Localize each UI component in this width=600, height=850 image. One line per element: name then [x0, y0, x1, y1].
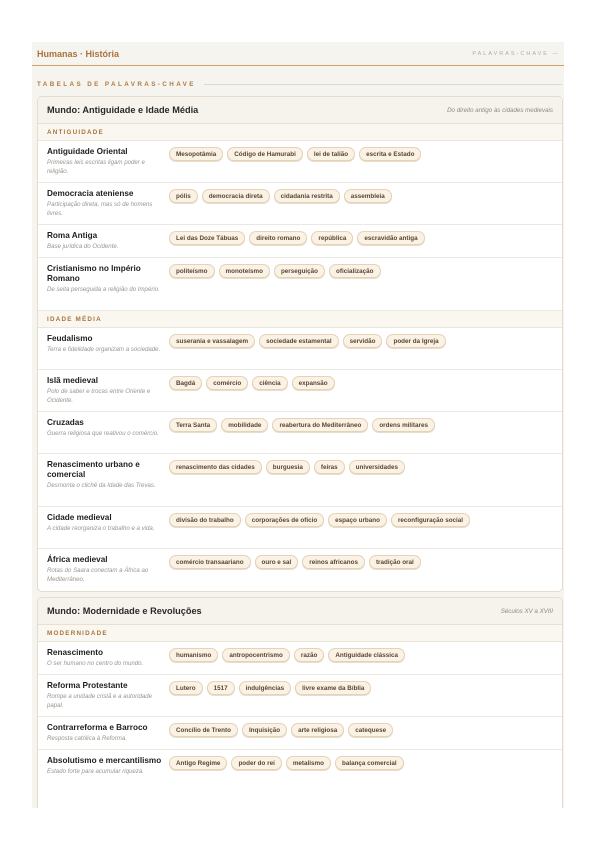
keyword-chips [165, 648, 405, 674]
card-title: Mundo: Antiguidade e Idade Média [47, 105, 199, 115]
keyword-table-card [37, 597, 563, 808]
keyword-chip[interactable]: renascimento das cidades [169, 460, 262, 474]
row-topic [47, 264, 165, 310]
topic-name: Absolutismo e mercantilismo [47, 756, 162, 765]
topic-description: De seita perseguida a religião do Império. [47, 286, 160, 293]
keyword-chip[interactable]: direito romano [249, 231, 307, 245]
keyword-chip[interactable]: perseguição [274, 264, 325, 278]
keyword-chip[interactable]: Inquisição [242, 723, 287, 737]
topic-description: Terra e fidelidade organizam a sociedade. [47, 346, 161, 353]
keyword-chip[interactable]: Código de Hamurabi [227, 147, 303, 161]
topic-name: Reforma Protestante [47, 681, 128, 690]
keyword-chip[interactable]: assembleia [344, 189, 392, 203]
keyword-chip[interactable]: metalismo [286, 756, 331, 770]
keyword-chip[interactable]: república [311, 231, 353, 245]
topic-name: Cristianismo no Império Romano [47, 264, 141, 283]
topic-name: Roma Antiga [47, 231, 98, 240]
topic-description: Polo de saber e trocas entre Oriente e Ocidente. [47, 388, 151, 404]
keyword-chips [165, 334, 446, 369]
keyword-chip[interactable]: escravidão antiga [357, 231, 424, 245]
keyword-chip[interactable]: Antiguidade clássica [328, 648, 405, 662]
keyword-chip[interactable]: espaço urbano [328, 513, 387, 527]
row-topic [47, 418, 165, 453]
keyword-chip[interactable]: Terra Santa [169, 418, 217, 432]
topic-name: Feudalismo [47, 334, 93, 343]
keyword-chip[interactable]: universidades [349, 460, 405, 474]
table-row [38, 370, 562, 412]
keyword-chip[interactable]: Mesopotâmia [169, 147, 223, 161]
keyword-chip[interactable]: Lutero [169, 681, 203, 695]
keyword-chip[interactable]: Bagdá [169, 376, 202, 390]
topic-name: Cruzadas [47, 418, 84, 427]
row-topic [47, 231, 165, 257]
table-row [38, 412, 562, 454]
keyword-chip[interactable]: mobilidade [221, 418, 268, 432]
topic-description: Estado forte para acumular riqueza. [47, 768, 144, 775]
table-row [38, 507, 562, 549]
group-label: IDADE MÉDIA [38, 311, 562, 328]
keyword-chip[interactable]: comércio [206, 376, 248, 390]
row-topic [47, 555, 165, 591]
keyword-chip[interactable]: balança comercial [335, 756, 404, 770]
table-row [38, 675, 562, 717]
keyword-chip[interactable]: razão [294, 648, 324, 662]
table-row [38, 183, 562, 225]
keyword-chips [165, 418, 435, 453]
row-topic [47, 648, 165, 674]
keyword-chip[interactable]: divisão do trabalho [169, 513, 241, 527]
keyword-chips [165, 681, 371, 716]
card-header [38, 97, 562, 124]
table-row [38, 328, 562, 370]
topic-name: Renascimento [47, 648, 103, 657]
keyword-chip[interactable]: arte religiosa [291, 723, 344, 737]
topic-name: Contrarreforma e Barroco [47, 723, 148, 732]
topic-description: Desmonta o clichê da Idade das Trevas. [47, 482, 156, 489]
header-right-label: PALAVRAS-CHAVE — [472, 50, 560, 57]
row-topic [47, 723, 165, 749]
section-title: TABELAS DE PALAVRAS-CHAVE [37, 80, 196, 88]
topic-description: Guerra religiosa que reativou o comércio. [47, 430, 159, 437]
keyword-chip[interactable]: reabertura do Mediterrâneo [272, 418, 368, 432]
keyword-chips [165, 555, 421, 591]
keyword-chip[interactable]: reconfiguração social [391, 513, 470, 527]
keyword-chip[interactable]: antropocentrismo [222, 648, 290, 662]
keyword-chips [165, 189, 392, 224]
keyword-chip[interactable]: oficialização [329, 264, 380, 278]
topic-description: Rotas do Saara conectam a África ao Mediterrâneo. [47, 567, 149, 583]
card-header [38, 598, 562, 625]
row-topic [47, 756, 165, 803]
group-label: MODERNIDADE [38, 625, 562, 642]
table-row [38, 717, 562, 750]
card-subtitle: Do direito antigo às cidades medievais [447, 106, 553, 114]
keyword-chips [165, 147, 421, 182]
keyword-chip[interactable]: ciência [252, 376, 287, 390]
keyword-chip[interactable]: monoteísmo [219, 264, 270, 278]
topic-name: Democracia ateniense [47, 189, 134, 198]
topic-description: O ser humano no centro do mundo. [47, 660, 144, 667]
keyword-chip[interactable]: poder do rei [231, 756, 281, 770]
keyword-chips [165, 376, 335, 411]
app-title: Humanas · História [37, 48, 120, 59]
keyword-chip[interactable]: lei de talião [307, 147, 355, 161]
row-topic [47, 376, 165, 411]
keyword-chip[interactable]: burguesia [266, 460, 310, 474]
keyword-table-card [37, 96, 563, 592]
topic-description: Rompe a unidade cristã e a autoridade papal. [47, 693, 153, 709]
keyword-chip[interactable]: corporações de ofício [245, 513, 324, 527]
keyword-chips [165, 513, 470, 548]
table-row [38, 642, 562, 675]
card-subtitle: Séculos XV a XVIII [500, 607, 553, 615]
keyword-chip[interactable]: cidadania restrita [274, 189, 340, 203]
keyword-chip[interactable]: ordens militares [372, 418, 435, 432]
table-row [38, 454, 562, 507]
keyword-chip[interactable]: poder da Igreja [386, 334, 445, 348]
row-topic [47, 513, 165, 548]
keyword-chip[interactable]: Concílio de Trento [169, 723, 238, 737]
keyword-chip[interactable]: feiras [314, 460, 345, 474]
keyword-chips [165, 264, 381, 310]
topic-description: Primeiras leis escritas ligam poder e religião. [47, 159, 145, 175]
topic-name: Antiguidade Oriental [47, 147, 128, 156]
table-row [38, 549, 562, 591]
keyword-chip[interactable]: tradição oral [369, 555, 421, 569]
keyword-chip[interactable]: democracia direta [202, 189, 270, 203]
topic-name: Cidade medieval [47, 513, 112, 522]
row-topic [47, 334, 165, 369]
keyword-chip[interactable]: 1517 [207, 681, 235, 695]
section-title-row [37, 79, 564, 89]
keyword-chip[interactable]: expansão [292, 376, 335, 390]
topic-name: Islã medieval [47, 376, 98, 385]
section-divider [204, 84, 562, 85]
keyword-chip[interactable]: servidão [343, 334, 383, 348]
topic-name: Renascimento urbano e comercial [47, 460, 140, 479]
keyword-chip[interactable]: livre exame da Bíblia [295, 681, 371, 695]
keyword-chip[interactable]: suserania e vassalagem [169, 334, 255, 348]
keyword-chip[interactable]: politeísmo [169, 264, 215, 278]
keyword-chip[interactable]: comércio transaariano [169, 555, 251, 569]
topic-description: Resposta católica à Reforma. [47, 735, 127, 742]
topic-description: Base jurídica do Ocidente. [47, 243, 119, 250]
keyword-chips [165, 756, 404, 803]
topic-name: África medieval [47, 555, 108, 564]
group-label: ANTIGUIDADE [38, 124, 562, 141]
keyword-chips [165, 723, 393, 749]
keyword-chip[interactable]: escrita e Estado [359, 147, 421, 161]
keyword-chip[interactable]: Antigo Regime [169, 756, 227, 770]
row-topic [47, 189, 165, 224]
keyword-chip[interactable]: humanismo [169, 648, 218, 662]
topic-description: A cidade reorganiza o trabalho e a vida. [47, 525, 155, 532]
keyword-chip[interactable]: catequese [348, 723, 393, 737]
row-topic [47, 681, 165, 716]
table-row [38, 141, 562, 183]
row-topic [47, 147, 165, 182]
keyword-chip[interactable]: reinos africanos [302, 555, 365, 569]
keyword-chip[interactable]: Lei das Doze Tábuas [169, 231, 245, 245]
page [32, 42, 564, 808]
keyword-chip[interactable]: pólis [169, 189, 198, 203]
keyword-chips [165, 460, 405, 506]
table-row [38, 258, 562, 311]
keyword-chip[interactable]: sociedade estamental [259, 334, 338, 348]
topic-description: Participação direta, mas só de homens livres. [47, 201, 153, 217]
keyword-chip[interactable]: indulgências [239, 681, 292, 695]
card-title: Mundo: Modernidade e Revoluções [47, 606, 202, 616]
table-row [38, 750, 562, 803]
table-row [38, 225, 562, 258]
keyword-chips [165, 231, 425, 257]
keyword-chip[interactable]: ouro e sal [255, 555, 299, 569]
row-topic [47, 460, 165, 506]
header-bar [32, 42, 564, 66]
